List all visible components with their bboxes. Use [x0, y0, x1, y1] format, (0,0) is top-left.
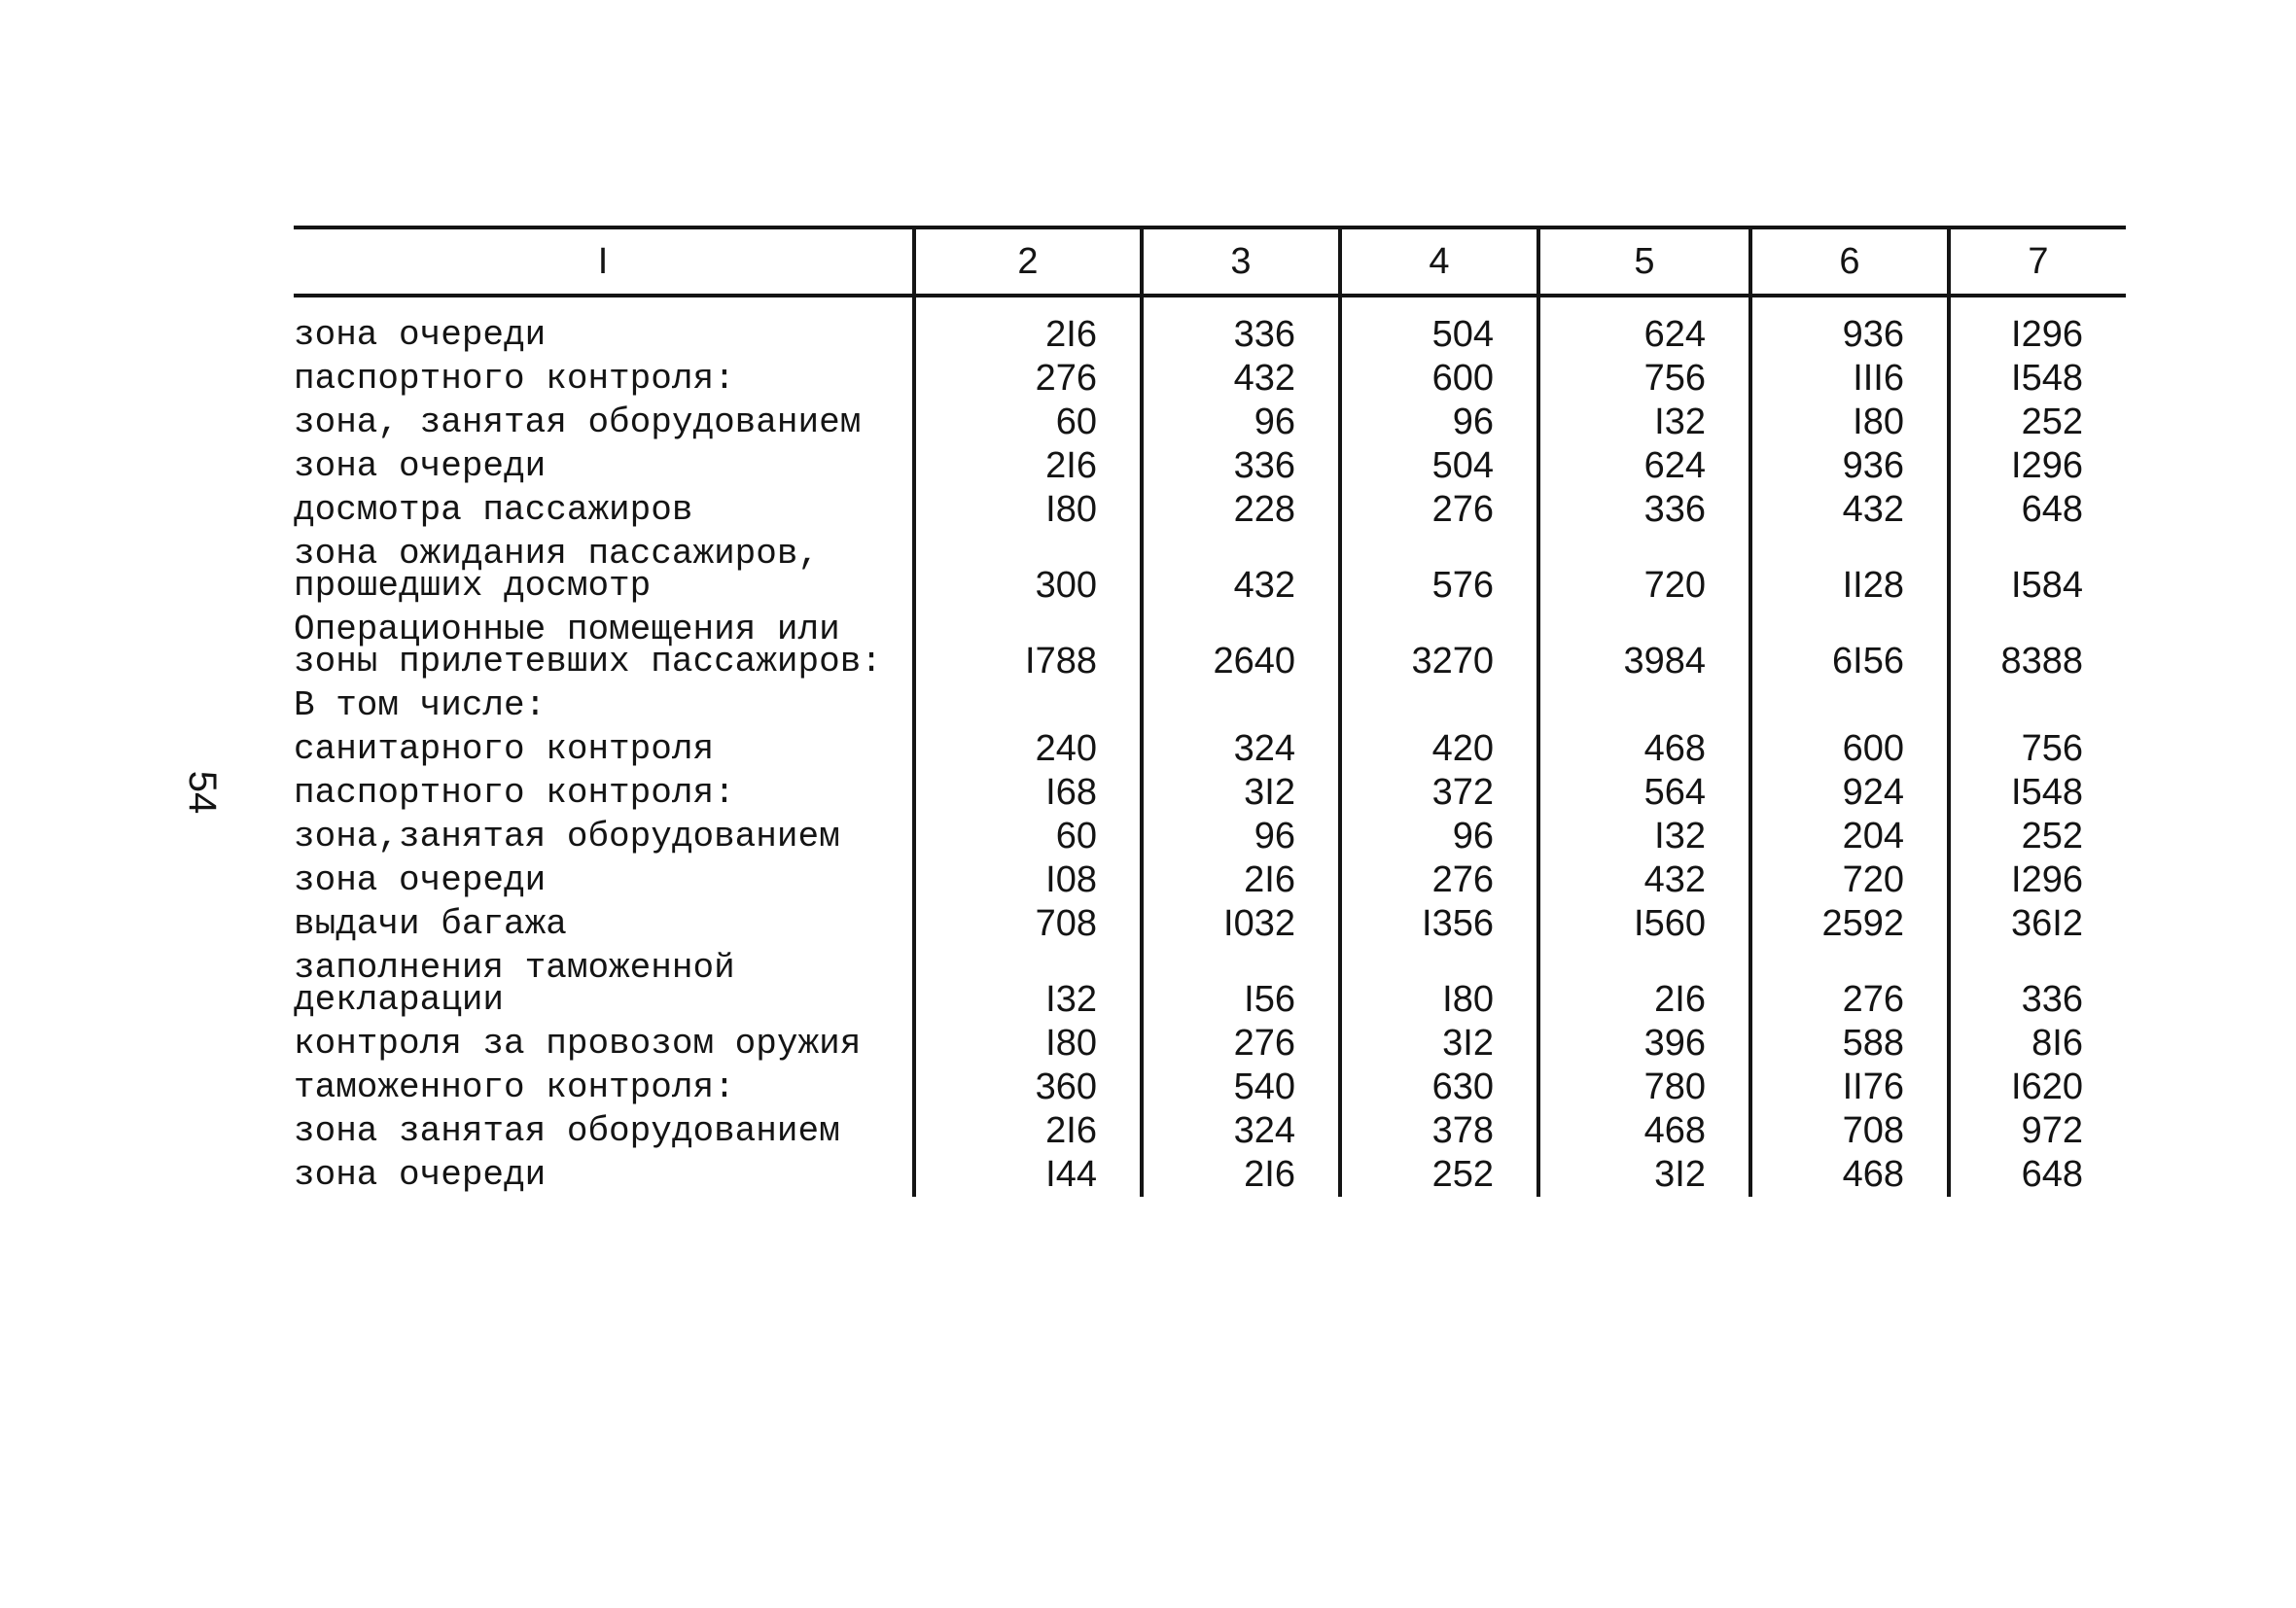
row-label: зона занятая оборудованием: [294, 1111, 840, 1151]
row-value-col-7: I584: [1949, 532, 2126, 608]
table-row: [294, 1153, 2126, 1197]
row-value-col-5: 468: [1538, 1109, 1750, 1153]
row-value-col-5: [1538, 683, 1750, 727]
row-value-col-5: 336: [1538, 488, 1750, 532]
row-value-col-5: I560: [1538, 902, 1750, 946]
row-value-col-6: 720: [1750, 858, 1949, 902]
row-value-col-2: I80: [914, 1022, 1142, 1066]
row-value-col-4: 504: [1340, 296, 1538, 357]
row-value-col-3: 324: [1142, 727, 1340, 771]
row-value-col-6: I80: [1750, 401, 1949, 444]
row-value-col-2: 2I6: [914, 444, 1142, 488]
row-value-col-3: I032: [1142, 902, 1340, 946]
table-row: [294, 858, 2126, 902]
table-row: [294, 401, 2126, 444]
header-col-2: 2: [914, 227, 1142, 296]
row-value-col-3: 276: [1142, 1022, 1340, 1066]
row-value-col-3: 540: [1142, 1066, 1340, 1109]
table-row: [294, 608, 2126, 683]
table-row: [294, 444, 2126, 488]
row-value-col-7: 252: [1949, 401, 2126, 444]
row-value-col-4: 600: [1340, 357, 1538, 401]
row-label: досмотра пассажиров: [294, 490, 693, 530]
row-value-col-7: [1949, 683, 2126, 727]
row-value-col-7: 8388: [1949, 608, 2126, 683]
row-value-col-7: 972: [1949, 1109, 2126, 1153]
row-value-col-6: 936: [1750, 444, 1949, 488]
row-value-col-7: 648: [1949, 488, 2126, 532]
row-value-col-5: 720: [1538, 532, 1750, 608]
row-value-col-4: I80: [1340, 946, 1538, 1022]
row-value-col-6: 432: [1750, 488, 1949, 532]
table-row: [294, 815, 2126, 858]
row-value-col-4: 630: [1340, 1066, 1538, 1109]
header-row: [294, 227, 2126, 296]
table-row: [294, 946, 2126, 1022]
row-value-col-3: 96: [1142, 815, 1340, 858]
table-row: [294, 296, 2126, 357]
row-value-col-6: 924: [1750, 771, 1949, 815]
row-value-col-5: 3984: [1538, 608, 1750, 683]
row-value-col-7: 756: [1949, 727, 2126, 771]
row-label: выдачи багажа: [294, 904, 567, 944]
row-value-col-6: II28: [1750, 532, 1949, 608]
header-col-5: 5: [1538, 227, 1750, 296]
row-value-col-2: 2I6: [914, 1109, 1142, 1153]
row-value-col-5: 468: [1538, 727, 1750, 771]
row-value-col-2: 240: [914, 727, 1142, 771]
row-value-col-2: 276: [914, 357, 1142, 401]
row-value-col-7: I296: [1949, 444, 2126, 488]
row-value-col-6: II76: [1750, 1066, 1949, 1109]
row-label: Операционные помещения или зоны прилетевших пассажиров:: [294, 610, 882, 682]
row-value-col-2: I788: [914, 608, 1142, 683]
table-row: [294, 683, 2126, 727]
row-value-col-3: 3I2: [1142, 771, 1340, 815]
row-value-col-5: 2I6: [1538, 946, 1750, 1022]
row-value-col-5: 780: [1538, 1066, 1750, 1109]
row-label: зона,занятая оборудованием: [294, 817, 840, 856]
row-value-col-6: 708: [1750, 1109, 1949, 1153]
row-value-col-2: I80: [914, 488, 1142, 532]
row-value-col-4: 372: [1340, 771, 1538, 815]
row-value-col-3: 324: [1142, 1109, 1340, 1153]
row-value-col-3: 2640: [1142, 608, 1340, 683]
table-row: [294, 357, 2126, 401]
row-label: заполнения таможенной декларации: [294, 948, 735, 1020]
row-value-col-3: [1142, 683, 1340, 727]
row-value-col-5: 624: [1538, 296, 1750, 357]
row-value-col-5: 432: [1538, 858, 1750, 902]
row-value-col-3: 2I6: [1142, 1153, 1340, 1197]
row-value-col-2: I44: [914, 1153, 1142, 1197]
row-value-col-6: 204: [1750, 815, 1949, 858]
row-label: паспортного контроля:: [294, 359, 735, 399]
row-label: зона очереди: [294, 860, 547, 900]
table-row: [294, 771, 2126, 815]
row-label: контроля за провозом оружия: [294, 1024, 862, 1064]
row-value-col-5: 3I2: [1538, 1153, 1750, 1197]
row-value-col-7: I296: [1949, 858, 2126, 902]
row-value-col-5: 756: [1538, 357, 1750, 401]
row-value-col-6: 468: [1750, 1153, 1949, 1197]
row-value-col-7: 336: [1949, 946, 2126, 1022]
row-value-col-5: 624: [1538, 444, 1750, 488]
row-value-col-7: I620: [1949, 1066, 2126, 1109]
row-value-col-2: 300: [914, 532, 1142, 608]
row-value-col-4: 276: [1340, 858, 1538, 902]
table-row: [294, 532, 2126, 608]
table-row: [294, 1109, 2126, 1153]
row-value-col-6: 600: [1750, 727, 1949, 771]
table-header: [294, 227, 2126, 296]
row-value-col-6: 6I56: [1750, 608, 1949, 683]
row-value-col-2: 360: [914, 1066, 1142, 1109]
page-number: 54: [181, 770, 224, 815]
row-value-col-2: 2I6: [914, 296, 1142, 357]
row-value-col-7: I296: [1949, 296, 2126, 357]
row-value-col-2: 60: [914, 401, 1142, 444]
row-value-col-6: 2592: [1750, 902, 1949, 946]
row-value-col-7: 648: [1949, 1153, 2126, 1197]
header-col-7: 7: [1949, 227, 2126, 296]
row-value-col-4: 252: [1340, 1153, 1538, 1197]
row-value-col-7: 8I6: [1949, 1022, 2126, 1066]
table-body: [294, 296, 2126, 1197]
row-value-col-2: I08: [914, 858, 1142, 902]
row-value-col-4: 576: [1340, 532, 1538, 608]
row-value-col-3: 228: [1142, 488, 1340, 532]
table-row: [294, 902, 2126, 946]
row-value-col-4: 276: [1340, 488, 1538, 532]
row-value-col-4: [1340, 683, 1538, 727]
area-table: [294, 226, 2126, 1197]
row-label: зона очереди: [294, 1155, 547, 1195]
row-value-col-4: I356: [1340, 902, 1538, 946]
row-value-col-7: 252: [1949, 815, 2126, 858]
row-label: зона очереди: [294, 446, 547, 486]
row-label: зона ожидания пассажиров, прошедших досмотр: [294, 534, 820, 606]
header-col-3: 3: [1142, 227, 1340, 296]
row-value-col-6: 588: [1750, 1022, 1949, 1066]
row-value-col-7: I548: [1949, 357, 2126, 401]
row-value-col-6: 276: [1750, 946, 1949, 1022]
row-value-col-4: 504: [1340, 444, 1538, 488]
table-row: [294, 727, 2126, 771]
row-label: зона очереди: [294, 315, 547, 355]
table-row: [294, 1066, 2126, 1109]
row-value-col-7: 36I2: [1949, 902, 2126, 946]
row-value-col-4: 3270: [1340, 608, 1538, 683]
row-label: зона, занятая оборудованием: [294, 402, 862, 442]
row-value-col-2: I32: [914, 946, 1142, 1022]
row-value-col-5: I32: [1538, 401, 1750, 444]
row-label: В том числе:: [294, 685, 547, 725]
row-label: таможенного контроля:: [294, 1067, 735, 1107]
row-value-col-3: 336: [1142, 444, 1340, 488]
row-value-col-5: 564: [1538, 771, 1750, 815]
row-value-col-3: 432: [1142, 532, 1340, 608]
row-value-col-2: I68: [914, 771, 1142, 815]
table-row: [294, 488, 2126, 532]
row-value-col-2: 708: [914, 902, 1142, 946]
header-col-6: 6: [1750, 227, 1949, 296]
row-value-col-4: 420: [1340, 727, 1538, 771]
row-value-col-2: [914, 683, 1142, 727]
row-value-col-3: I56: [1142, 946, 1340, 1022]
table-row: [294, 1022, 2126, 1066]
row-value-col-3: 432: [1142, 357, 1340, 401]
header-col-4: 4: [1340, 227, 1538, 296]
row-value-col-7: I548: [1949, 771, 2126, 815]
row-label: паспортного контроля:: [294, 773, 735, 813]
row-value-col-2: 60: [914, 815, 1142, 858]
row-value-col-6: 936: [1750, 296, 1949, 357]
row-value-col-5: 396: [1538, 1022, 1750, 1066]
row-value-col-3: 336: [1142, 296, 1340, 357]
row-value-col-4: 96: [1340, 815, 1538, 858]
row-value-col-4: 378: [1340, 1109, 1538, 1153]
row-value-col-5: I32: [1538, 815, 1750, 858]
row-value-col-4: 3I2: [1340, 1022, 1538, 1066]
row-value-col-3: 96: [1142, 401, 1340, 444]
row-value-col-3: 2I6: [1142, 858, 1340, 902]
row-value-col-4: 96: [1340, 401, 1538, 444]
row-value-col-6: III6: [1750, 357, 1949, 401]
row-value-col-6: [1750, 683, 1949, 727]
header-col-1: I: [294, 227, 914, 296]
row-label: санитарного контроля: [294, 729, 715, 769]
